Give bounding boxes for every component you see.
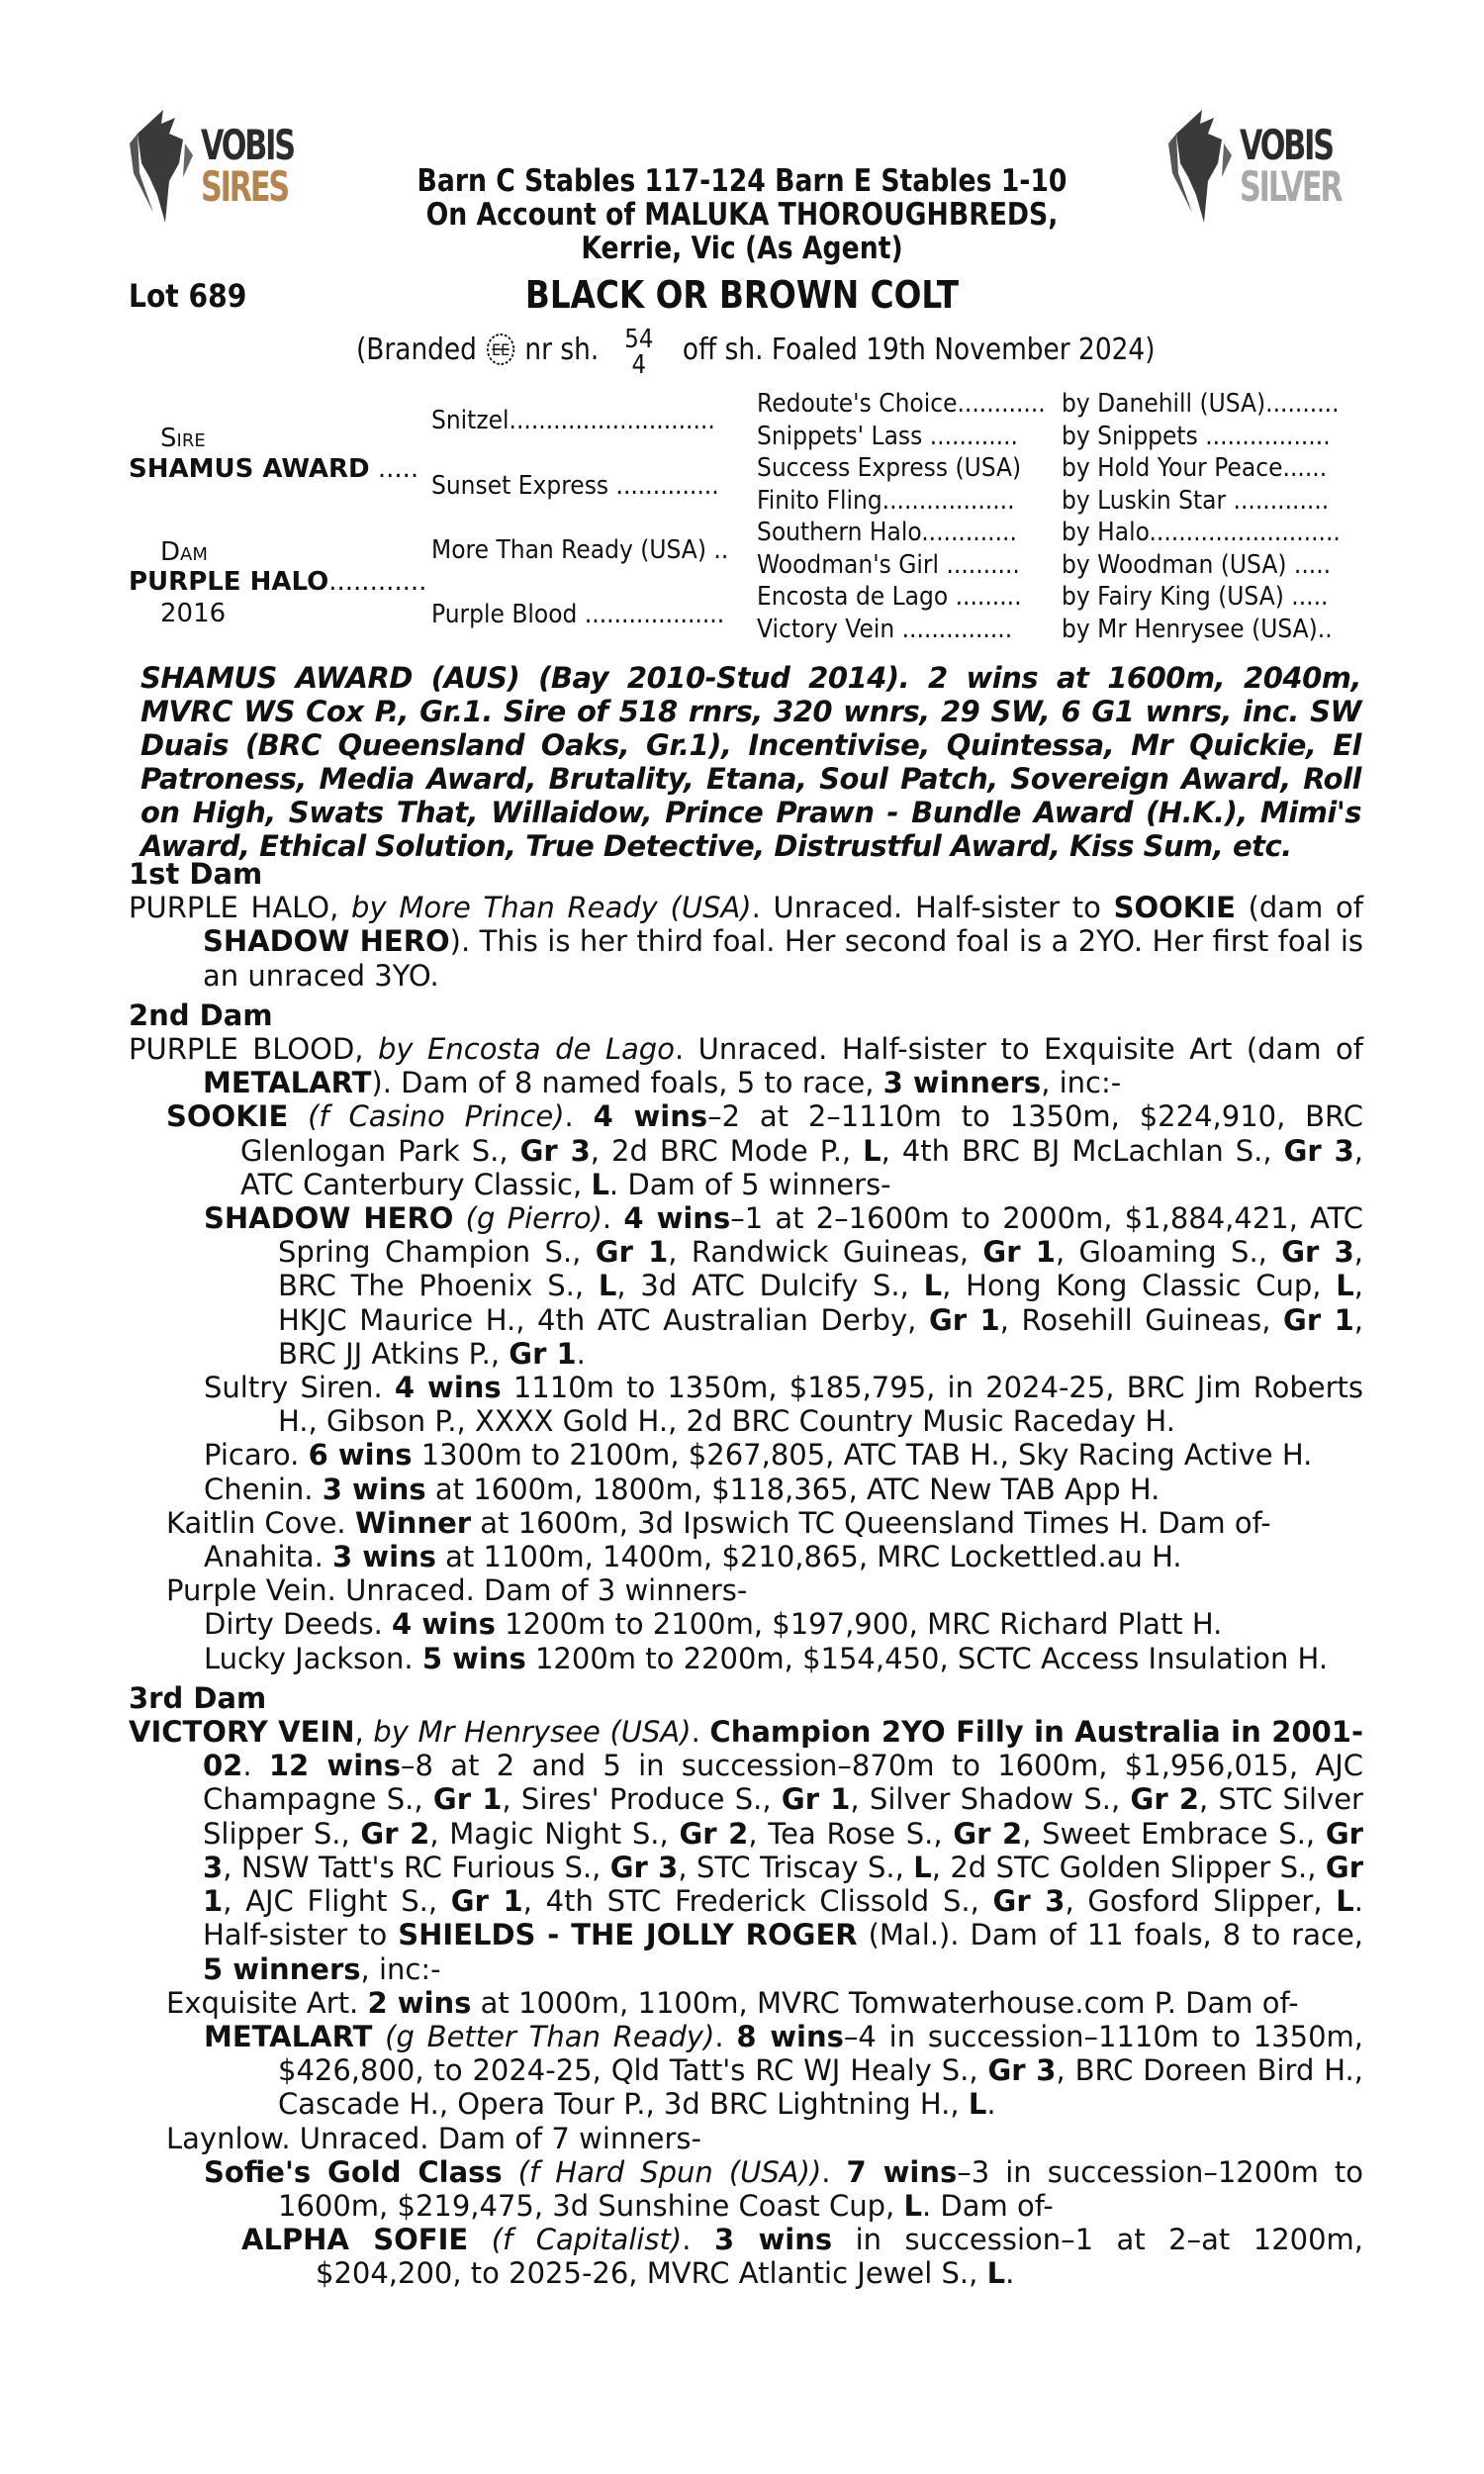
bold-text: SOOKIE [166,1099,289,1134]
text [288,1099,308,1133]
dam-entry [129,891,1363,993]
bold-text: Gr 1 [450,1884,523,1919]
text: Kaitlin Cove. [166,1505,355,1540]
pedigree-gen3-item: Snippets' Lass ............ [757,421,1018,451]
logo-word-vobis: VOBIS [201,121,294,169]
pedigree-gen4-item: by Fairy King (USA) ..... [1062,582,1329,612]
text: ). Dam of 8 named foals, 5 to race, [371,1066,883,1100]
brand-fraction [624,327,653,378]
progeny-entry [129,2020,1363,2122]
pedigree-gen2-1: Sunset Express .............. [431,471,719,501]
text: . [821,2154,847,2189]
italic-text: (f Hard Spun (USA)) [517,2154,822,2189]
text: Exquisite Art. [166,1985,368,2020]
text: . [1005,2256,1015,2291]
text: Sultry Siren. [204,1371,395,1405]
text [453,1201,465,1235]
bold-text: METALART [203,1066,372,1100]
text: Laynlow. Unraced. Dam of 7 winners- [166,2121,701,2155]
svg-text:EE: EE [492,340,510,360]
dam-year: 2016 [160,599,227,628]
dam-entry [129,1715,1363,1986]
text: 1200m to 2100m, $197,900, MRC Richard Platt H. [495,1607,1223,1642]
text: , ATC Canterbury Classic, [240,1133,1363,1201]
text: , [354,1715,374,1750]
progeny-entry [129,2223,1363,2290]
text: 1110m to 1350m, $185,795, in 2024-25, BRC Jim Roberts H., Gibson P., XXXX Gold H., 2d BRC Country Music Raceday H. [278,1371,1363,1439]
bold-text: SHADOW HERO [203,924,450,959]
bold-text: Champion 2YO Filly in Australia in 2001-02 [203,1715,1363,1783]
text: . Unraced. Half-sister to [751,891,1114,925]
text: at 1600m, 1800m, $118,365, ATC New TAB App H. [425,1472,1160,1506]
progeny-entry [129,1506,1363,1540]
bold-text: Gr 1 [928,1302,1000,1337]
bold-text: 8 wins [736,2019,844,2053]
bold-text: L [591,1167,609,1201]
branding-line [356,327,1156,378]
text: . [564,1099,594,1134]
section-heading: 2nd Dam [129,998,273,1032]
branded-suffix: off sh. Foaled 19th November 2024) [682,333,1156,367]
logo-word-sires: SIRES [201,162,288,211]
bold-text: Gr 3 [203,1816,1363,1884]
pedigree-body [129,857,1363,2291]
bold-text: 3 wins [332,1540,436,1574]
bold-text: L [863,1133,881,1168]
sire-label: Sire [160,424,206,453]
bold-text: L [1336,1884,1354,1919]
bold-text: L [923,1269,943,1303]
bold-text: Gr 2 [953,1816,1023,1851]
text: , BRC Doreen Bird H., Cascade H., Opera Tour P., 3d BRC Lightning H., [278,2053,1363,2122]
text: . [602,1201,624,1236]
text: Anahita. [204,1540,333,1574]
text: Dirty Deeds. [204,1607,393,1642]
text: . [576,1336,586,1371]
text: , Randwick Guineas, [668,1235,983,1270]
text: (Mal.). Dam of 11 foals, 8 to race, [857,1918,1364,1952]
sire-dots: ..... [369,454,419,484]
progeny-entry [129,1573,1363,1607]
text: , Sweet Embrace S., [1022,1816,1326,1851]
bold-text: Gr 2 [1130,1782,1200,1817]
bold-text: ALPHA SOFIE [241,2223,469,2257]
sire-name-row [129,454,418,484]
bold-text: Gr 1 [203,1850,1363,1919]
bold-text: SHADOW HERO [204,1201,454,1236]
progeny-entry [129,2155,1363,2223]
text: , BRC JJ Atkins P., [278,1302,1363,1371]
bold-text: 3 winners [882,1066,1042,1100]
bold-text: Gr 3 [1283,1133,1354,1168]
text: . [986,2087,996,2122]
bold-text: Gr 2 [360,1816,430,1851]
text: . [242,1749,269,1783]
bold-text: 4 wins [392,1607,496,1642]
text: , NSW Tatt's RC Furious S., [223,1850,610,1884]
text: . Dam of 5 winners- [608,1167,891,1201]
text: . [682,2223,714,2257]
dam-label: Dam [160,537,208,567]
bold-text: 4 wins [394,1371,502,1405]
text: –1 at 2–1600m to 2000m, $1,884,421, ATC Spring Champion S., [278,1201,1364,1270]
text: , Hong Kong Classic Cup, [942,1269,1337,1303]
bold-text: Gr 1 [781,1782,851,1817]
text: ). This is her third foal. Her second foal is a 2YO. Her first foal is an unraced 3YO. [203,924,1363,993]
text: , BRC The Phoenix S., [278,1235,1363,1303]
bold-text: Gr 3 [519,1133,591,1168]
bold-text: L [913,1850,932,1884]
bold-text: Gr 1 [982,1235,1056,1270]
dam-name-row [129,567,426,597]
bold-text: Gr 1 [1283,1302,1354,1337]
bold-text: 6 wins [308,1438,413,1473]
italic-text: by Mr Henrysee (USA) [373,1715,692,1750]
bold-text: Winner [354,1505,472,1540]
italic-text: (g Better Than Ready) [385,2019,715,2053]
text: , AJC Flight S., [223,1884,451,1919]
bold-text: Sofie's Gold Class [204,2154,503,2189]
bold-text: Gr 1 [595,1235,669,1270]
text: at 1100m, 1400m, $210,865, MRC Lockettled.au H. [435,1540,1182,1574]
pedigree-gen4-item: by Luskin Star ............. [1062,485,1330,516]
bold-text: 7 wins [846,2154,958,2189]
pedigree-gen3-item: Redoute's Choice............ [757,389,1046,419]
text: , Tea Rose S., [748,1816,954,1851]
progeny-entry [129,1438,1363,1472]
logo-word-silver: SILVER [1240,162,1342,211]
italic-text: by Encosta de Lago [378,1032,675,1067]
text: , Rosehill Guineas, [999,1302,1284,1337]
lot-number: Lot 689 [129,277,247,315]
italic-text: (f Capitalist) [491,2223,683,2257]
text: Chenin. [204,1472,323,1506]
text: 1300m to 2100m, $267,805, ATC TAB H., Sky Racing Active H. [412,1438,1313,1473]
progeny-entry [129,2122,1363,2155]
bold-text: VICTORY VEIN [129,1715,355,1750]
bold-text: 5 winners [203,1951,361,1986]
text: (dam of [1235,891,1363,925]
pedigree-gen4-item: by Danehill (USA).......... [1062,389,1340,419]
progeny-entry [129,1607,1363,1641]
text: , STC Silver Slipper S., [203,1782,1363,1851]
text: at 1600m, 3d Ipswich TC Queensland Times H. Dam of- [471,1505,1271,1540]
bold-text: Gr 1 [509,1336,577,1371]
dam-dots: ............ [328,567,427,597]
bold-text: SHIELDS - THE JOLLY ROGER [398,1918,858,1952]
text [372,2020,385,2053]
text [468,2223,491,2256]
bold-text: 4 wins [623,1201,731,1236]
italic-text: by More Than Ready (USA) [351,891,752,925]
bold-text: 5 wins [421,1641,526,1675]
text: , 2d STC Golden Slipper S., [931,1850,1326,1884]
bold-text: Gr 3 [1281,1235,1354,1270]
text: , 3d ATC Dulcify S., [616,1269,924,1303]
ee-brand-icon [485,332,516,367]
text: –3 in succession–1200m to 1600m, $219,475, 3d Sunshine Coast Cup, [278,2154,1364,2223]
section-heading: 3rd Dam [129,1680,267,1715]
bold-text: L [986,2256,1006,2291]
text: Lucky Jackson. [204,1641,422,1675]
fraction-top: 54 [624,325,654,354]
text: , 2d BRC Mode P., [590,1133,864,1168]
section-heading: 1st Dam [129,857,263,891]
pedigree-gen3-item: Encosta de Lago ......... [757,582,1022,612]
pedigree-gen2-0: Snitzel............................ [431,406,715,435]
pedigree-gen3-item: Success Express (USA) [757,453,1022,483]
text: , inc:- [360,1951,441,1986]
text: 1200m to 2200m, $154,450, SCTC Access Insulation H. [525,1641,1329,1675]
bold-text: Gr 3 [987,2053,1057,2088]
text: Purple Vein. Unraced. Dam of 3 winners- [166,1573,748,1608]
bold-text: 3 wins [322,1472,426,1506]
progeny-entry [129,1371,1363,1438]
pedigree-gen2-2: More Than Ready (USA) .. [431,535,729,565]
italic-text: (f Casino Prince) [308,1099,565,1134]
pedigree-gen4-item: by Mr Henrysee (USA).. [1062,614,1333,644]
text: –2 at 2–1110m to 1350m, $224,910, BRC Glenlogan Park S., [240,1099,1363,1168]
bold-text: L [1336,1269,1354,1303]
pedigree-gen4-item: by Halo.......................... [1062,518,1341,547]
sire-summary: SHAMUS AWARD (AUS) (Bay 2010-Stud 2014). 2 wins at 1600m, 2040m, MVRC WS Cox P., Gr.1. Sire of 518 rnrs, 320 wnrs, 29 SW, 6 G1 wnrs, inc. SW Duais (BRC Queensland Oaks, Gr.1), Incentivise, Quintessa, Mr Quickie, El Patroness, Media Award, Brutality, Etana, Soul Patch, Sovereign Award, Roll on High, Swats That, Willaidow, Prince Prawn - Bundle Award (H.K.), Mimi's Award, Ethical Solution, True Detective, Distrustful Award, Kiss Sum, etc. [140,661,1361,863]
text: PURPLE BLOOD, [129,1032,378,1067]
text: , Gosford Slipper, [1065,1884,1337,1919]
text: . Half-sister to [203,1884,1363,1952]
progeny-entry [129,1986,1363,2020]
text: . [691,1715,710,1750]
header-location: Kerrie, Vic (As Agent) [581,231,903,266]
text: . Dam of- [921,2188,1054,2223]
progeny-entry [129,1099,1363,1201]
pedigree-gen3-item: Victory Vein ............... [757,614,1013,644]
lot-title: BLACK OR BROWN COLT [524,273,960,317]
text: . Unraced. Half-sister to Exquisite Art (dam of [674,1032,1363,1067]
bold-text: SOOKIE [1113,891,1236,925]
sire-name: SHAMUS AWARD [129,454,370,484]
text: , 4th BRC BJ McLachlan S., [881,1133,1284,1168]
text [503,2155,518,2189]
bold-text: Gr 1 [432,1782,503,1817]
italic-text: (g Pierro) [465,1201,603,1236]
progeny-entry [129,1540,1363,1573]
dam-name: PURPLE HALO [129,567,329,597]
logo-word-vobis: VOBIS [1240,121,1333,169]
text: in succession–1 at 2–at 1200m, $204,200, to 2025-26, MVRC Atlantic Jewel S., [316,2223,1364,2291]
bold-text: Gr 2 [679,1816,749,1851]
bold-text: METALART [204,2019,373,2053]
branded-nr: nr sh. [524,333,600,367]
header-stables: Barn C Stables 117-124 Barn E Stables 1-10 [417,163,1067,199]
pedigree-gen3-item: Southern Halo............. [757,518,1017,547]
text: , STC Triscay S., [678,1850,914,1884]
text: , HKJC Maurice H., 4th ATC Australian Derby, [278,1269,1363,1337]
pedigree-gen4-item: by Woodman (USA) ..... [1062,549,1332,580]
bold-text: 2 wins [367,1985,472,2020]
bold-text: L [968,2087,987,2122]
branded-prefix: (Branded [356,333,477,367]
pedigree-gen2-3: Purple Blood ................... [431,600,725,629]
text: , inc:- [1041,1066,1122,1100]
bold-text: L [598,1269,617,1303]
header-vendor: On Account of MALUKA THOROUGHBREDS, [425,197,1059,233]
text: , 4th STC Frederick Clissold S., [522,1884,993,1919]
text: PURPLE HALO, [129,891,352,925]
text: at 1000m, 1100m, MVRC Tomwaterhouse.com P. Dam of- [471,1985,1299,2020]
bold-text: L [903,2188,922,2223]
fraction-bottom: 4 [631,350,647,380]
text: –4 in succession–1110m to 1350m, $426,800, to 2024-25, Qld Tatt's RC WJ Healy S., [278,2019,1364,2088]
progeny-entry [129,1201,1363,1371]
dam-entry [129,1032,1363,1099]
text: , Gloaming S., [1055,1235,1282,1270]
pedigree-gen3-item: Finito Fling.................. [757,485,1015,516]
progeny-entry [129,1642,1363,1675]
pedigree-gen4-item: by Hold Your Peace...... [1062,453,1328,483]
text: , Sires' Produce S., [502,1782,782,1817]
bold-text: Gr 3 [609,1850,679,1884]
bold-text: 12 wins [268,1749,402,1783]
text: Picaro. [204,1438,309,1473]
bold-text: 3 wins [713,2223,833,2257]
text: , Silver Shadow S., [850,1782,1131,1817]
pedigree-gen4-item: by Snippets ................. [1062,421,1331,451]
pedigree-gen3-item: Woodman's Girl .......... [757,549,1020,580]
text: . [714,2019,737,2053]
text: –8 at 2 and 5 in succession–870m to 1600m, $1,956,015, AJC Champagne S., [203,1749,1363,1817]
bold-text: 4 wins [593,1099,708,1134]
bold-text: Gr 3 [992,1884,1066,1919]
text: , Magic Night S., [429,1816,680,1851]
progeny-entry [129,1473,1363,1506]
